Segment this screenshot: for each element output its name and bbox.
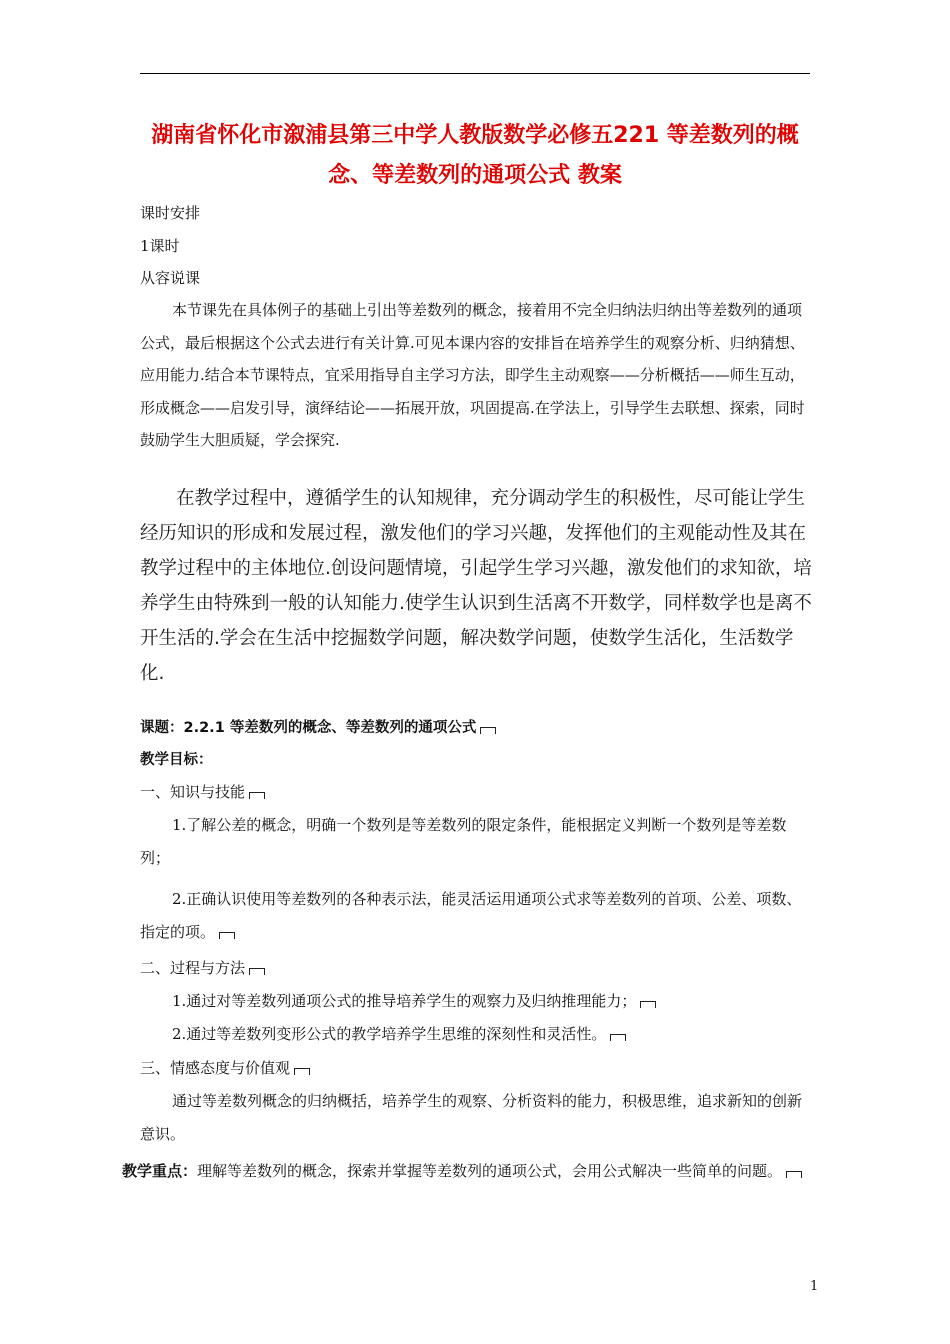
document-title: 湖南省怀化市溆浦县第三中学人教版数学必修五221 等差数列的概念、等差数列的通项公式 教案 [151, 123, 799, 188]
section-knowledge [140, 776, 812, 809]
objective-3-1: 通过等差数列概念的归纳概括，培养学生的观察、分析资料的能力，积极思维，追求新知的创新意识。 [140, 1092, 803, 1143]
page-number: 1 [810, 1279, 819, 1294]
key-point [122, 1155, 812, 1188]
topic-text: 课题：2.2.1 等差数列的概念、等差数列的通项公式 [140, 720, 477, 736]
paragraph-mark-icon [294, 1068, 310, 1075]
section-process [140, 952, 812, 985]
objectives-heading: 教学目标： [140, 752, 213, 768]
paragraph-mark-icon [219, 932, 235, 939]
section-process-text: 二、过程与方法 [140, 959, 246, 977]
intro-paragraph: 本节课先在具体例子的基础上引出等差数列的概念，接着用不完全归纳法归纳出等差数列的通项公式，最后根据这个公式去进行有关计算.可见本课内容的安排旨在培养学生的观察分析、归纳猜想、应用能力.结合本节课特点，宜采用指导自主学习方法，即学生主动观察——分析概括——师生互动，形成概念——启发引导，演绎结论——拓展开放，巩固提高.在学法上，引导学生去联想、探索，同时鼓励学生大胆质疑，学会探究. [140, 301, 805, 449]
objective-1-2 [140, 883, 812, 948]
paragraph-mark-icon [786, 1171, 802, 1178]
section-emotion [140, 1052, 812, 1085]
objective-1-1: 1.了解公差的概念，明确一个数列是等差数列的限定条件，能根据定义判断一个数列是等差数列； [140, 816, 787, 867]
objective-2-1-text: 1.通过对等差数列通项公式的推导培养学生的观察力及归纳推理能力； [172, 992, 637, 1010]
topic-line [140, 712, 812, 745]
section-emotion-text: 三、情感态度与价值观 [140, 1059, 291, 1077]
section-knowledge-text: 一、知识与技能 [140, 783, 246, 801]
objective-2-2-text: 2.通过等差数列变形公式的教学培养学生思维的深刻性和灵活性。 [172, 1025, 607, 1043]
paragraph-mark-icon [249, 968, 265, 975]
header-rule [140, 73, 810, 74]
key-point-label: 教学重点： [122, 1162, 198, 1180]
paragraph-mark-icon [610, 1034, 626, 1041]
teaching-paragraph: 在教学过程中，遵循学生的认知规律，充分调动学生的积极性，尽可能让学生经历知识的形成和发展过程，激发他们的学习兴趣，发挥他们的主观能动性及其在教学过程中的主体地位.创设问题情境，引起学生学习兴趣，激发他们的求知欲，培养学生由特殊到一般的认知能力.使学生认识到生活离不开数学，同样数学也是离不开生活的.学会在生活中挖掘数学问题，解决数学问题，使数学生活化，生活数学化. [140, 488, 812, 684]
schedule-heading: 课时安排 [140, 204, 201, 222]
intro-heading: 从容说课 [140, 269, 201, 287]
paragraph-mark-icon [249, 792, 265, 799]
key-point-text: 理解等差数列的概念，探索并掌握等差数列的通项公式，会用公式解决一些简单的问题。 [197, 1162, 783, 1180]
paragraph-mark-icon [480, 727, 496, 734]
paragraph-mark-icon [640, 1001, 656, 1008]
schedule-value: 1课时 [140, 237, 180, 255]
objective-1-2-text: 2.正确认识使用等差数列的各种表示法，能灵活运用通项公式求等差数列的首项、公差、项数、指定的项。 [140, 890, 802, 941]
objective-2-2 [140, 1018, 812, 1051]
objective-2-1 [140, 985, 812, 1018]
